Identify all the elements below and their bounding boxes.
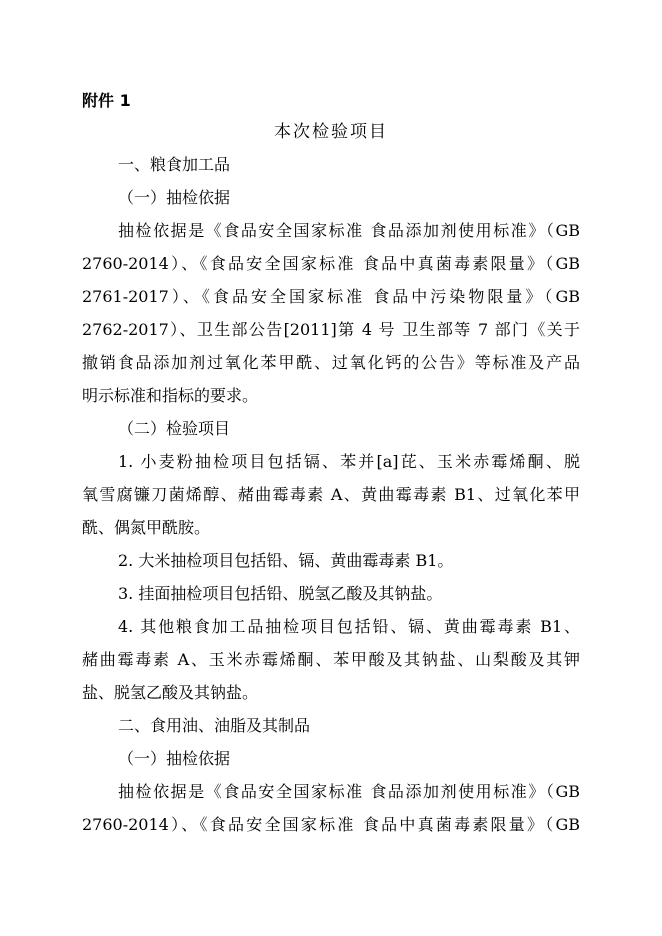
paragraph-line: 2760-2014）、《食品安全国家标准 食品中真菌毒素限量》（GB [82, 815, 580, 834]
list-item-continued: 酰、偶氮甲酰胺。 [82, 518, 211, 537]
list-item-continued: 赭曲霉毒素 A、玉米赤霉烯酮、苯甲酸及其钠盐、山梨酸及其钾 [82, 650, 580, 669]
paragraph-line: 2760-2014）、《食品安全国家标准 食品中真菌毒素限量》（GB [82, 254, 580, 273]
list-item: 2. 大米抽检项目包括铅、镉、黄曲霉毒素 B1。 [118, 551, 454, 570]
section-heading-grain: 一、粮食加工品 [118, 155, 231, 174]
annex-label: 附件 1 [82, 91, 131, 110]
document-title: 本次检验项目 [274, 122, 388, 142]
paragraph-line: 明示标准和指标的要求。 [82, 386, 259, 405]
paragraph-line: 抽检依据是《食品安全国家标准 食品添加剂使用标准》（GB [118, 782, 580, 801]
list-item: 3. 挂面抽检项目包括铅、脱氢乙酸及其钠盐。 [118, 584, 443, 603]
list-item: 4. 其他粮食加工品抽检项目包括铅、镉、黄曲霉毒素 B1、 [118, 617, 580, 636]
section-heading-oil: 二、食用油、油脂及其制品 [118, 716, 311, 735]
paragraph-line: 2762-2017）、卫生部公告[2011]第 4 号 卫生部等 7 部门《关于 [82, 320, 580, 339]
subsection-items: （二）检验项目 [118, 419, 231, 438]
subsection-basis: （一）抽检依据 [118, 188, 231, 207]
list-item: 1. 小麦粉抽检项目包括镉、苯并[a]芘、玉米赤霉烯酮、脱 [118, 452, 580, 471]
paragraph-line: 2761-2017）、《食品安全国家标准 食品中污染物限量》（GB [82, 287, 580, 306]
list-item-continued: 盐、脱氢乙酸及其钠盐。 [82, 683, 259, 702]
paragraph-line: 撤销食品添加剂过氧化苯甲酰、过氧化钙的公告》等标准及产品 [82, 353, 580, 372]
list-item-continued: 氧雪腐镰刀菌烯醇、赭曲霉毒素 A、黄曲霉毒素 B1、过氧化苯甲 [82, 485, 580, 504]
paragraph-line: 抽检依据是《食品安全国家标准 食品添加剂使用标准》（GB [118, 221, 580, 240]
subsection-basis: （一）抽检依据 [118, 749, 231, 768]
